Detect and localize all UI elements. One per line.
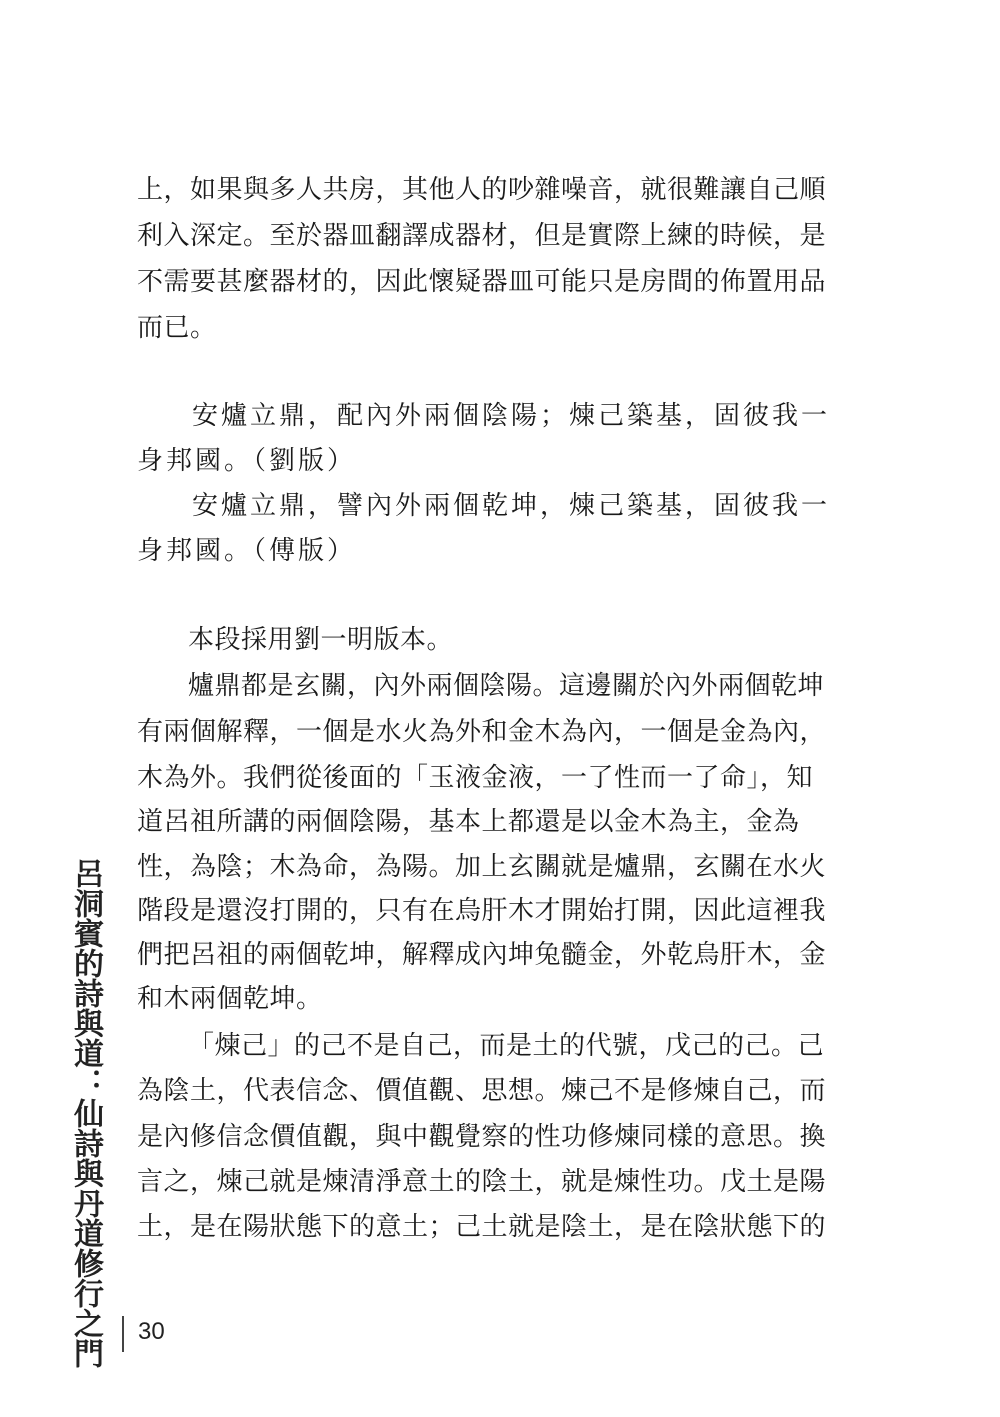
body-line: 有兩個解釋，一個是水火為外和金木為內，一個是金為內， <box>137 717 827 747</box>
page-number-divider <box>122 1316 124 1352</box>
body-line: 土，是在陽狀態下的意土；己土就是陰土，是在陰狀態下的 <box>137 1212 827 1242</box>
quote-line: 身邦國。（劉版） <box>137 446 357 476</box>
body-line: 爐鼎都是玄關，內外兩個陰陽。這邊關於內外兩個乾坤 <box>188 671 825 701</box>
body-line: 和木兩個乾坤。 <box>137 984 323 1014</box>
body-line: 性，為陰；木為命，為陽。加上玄關就是爐鼎，玄關在水火 <box>137 852 827 882</box>
body-line: 不需要甚麼器材的，因此懷疑器皿可能只是房間的佈置用品 <box>137 267 827 297</box>
body-line: 利入深定。至於器皿翻譯成器材，但是實際上練的時候，是 <box>137 221 827 251</box>
quote-line: 安爐立鼎，配內外兩個陰陽；煉己築基，固彼我一 <box>192 401 831 431</box>
body-line: 上，如果與多人共房，其他人的吵雜噪音，就很難讓自己順 <box>137 175 827 205</box>
body-line: 是內修信念價值觀，與中觀覺察的性功修煉同樣的意思。換 <box>137 1122 827 1152</box>
body-line: 階段是還沒打開的，只有在烏肝木才開始打開，因此這裡我 <box>137 896 827 926</box>
body-line: 言之，煉己就是煉清淨意土的陰土，就是煉性功。戊土是陽 <box>137 1167 827 1197</box>
body-line: 本段採用劉一明版本。 <box>188 625 454 655</box>
book-title-vertical: 呂洞賓的詩與道：仙詩與丹道修行之門 <box>68 858 103 1368</box>
body-line: 而已。 <box>137 313 217 343</box>
quote-line: 安爐立鼎，譬內外兩個乾坤，煉己築基，固彼我一 <box>192 491 831 521</box>
body-line: 木為外。我們從後面的「玉液金液，一了性而一了命」，知 <box>137 763 814 793</box>
body-line: 道呂祖所講的兩個陰陽，基本上都還是以金木為主，金為 <box>137 807 800 837</box>
quote-line: 身邦國。（傅版） <box>137 536 357 566</box>
body-line: 們把呂祖的兩個乾坤，解釋成內坤兔髓金，外乾烏肝木，金 <box>137 940 827 970</box>
body-line: 為陰土，代表信念、價值觀、思想。煉己不是修煉自己，而 <box>137 1076 827 1106</box>
body-line: 「煉己」的己不是自己，而是土的代號，戊己的己。己 <box>188 1031 825 1061</box>
page-number: 30 <box>138 1318 165 1345</box>
